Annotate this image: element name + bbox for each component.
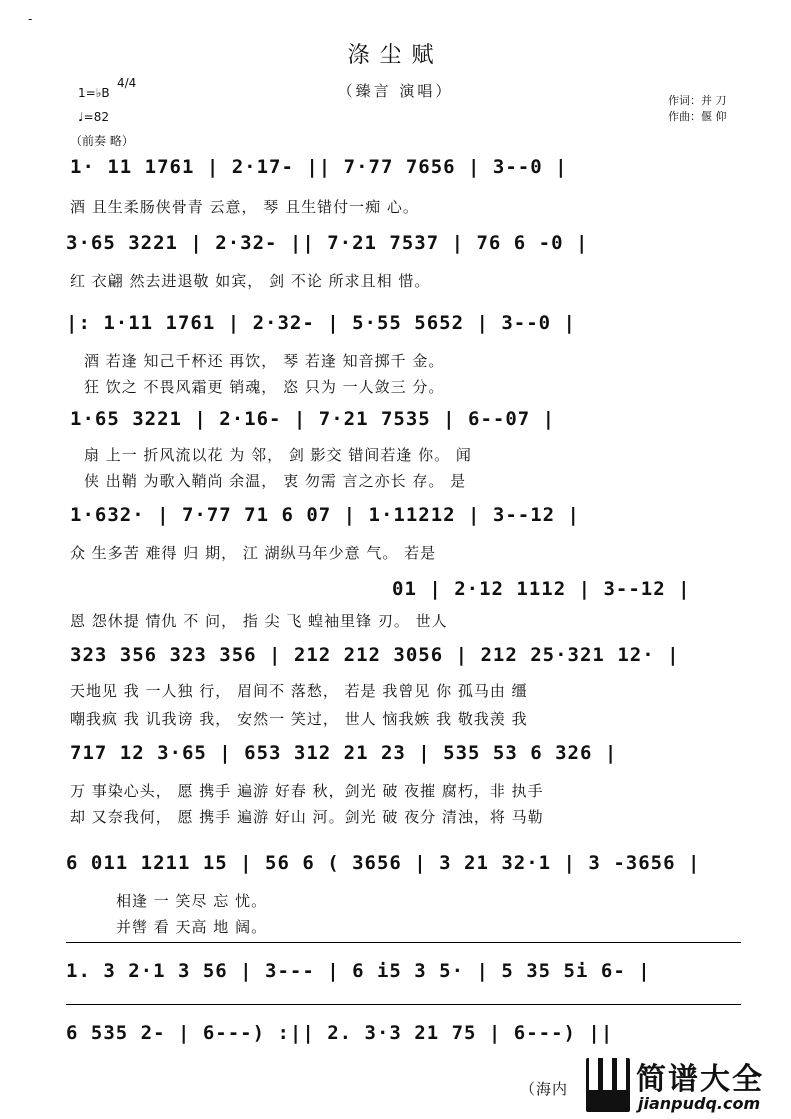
score-row-3-lyrics-verse2: 狂 饮之 不畏风霜更 销魂， 恣 只为 一人敛三 分。 [84, 378, 445, 396]
key-signature: 1=♭B [78, 86, 110, 100]
prelude-note: （前奏 略） [70, 134, 134, 148]
watermark-url: jianpudq.com [638, 1094, 761, 1113]
score-row-5-notes: 1·632· | 7·77 71 6 07 | 1·11212 | 3--12 | [70, 504, 580, 526]
composer-credit: 作曲：偃 仰 [668, 110, 727, 123]
score-row-8-lyrics-verse2: 却 又奈我何， 愿 携手 遍游 好山 河。剑光 破 夜分 清浊，将 马勒 [70, 808, 544, 826]
score-row-2-lyrics: 红 衣翩 然去进退敬 如宾， 剑 不论 所求且相 惜。 [70, 272, 431, 290]
score-row-7-lyrics-verse2: 嘲我疯 我 讥我谤 我， 安然一 笑过， 世人 恼我嫉 我 敬我羡 我 [70, 710, 528, 728]
volta-line-1 [66, 942, 741, 943]
lyricist-credit: 作词：并 刀 [668, 94, 727, 107]
score-row-4-lyrics-verse1: 扇 上一 折风流以花 为 邻， 剑 影交 错间若逢 你。 闻 [84, 446, 472, 464]
score-row-1-notes: 1· 11 1761 | 2·17- || 7·77 7656 | 3--0 | [70, 156, 568, 178]
volta-line-2 [66, 1004, 741, 1005]
score-row-4-lyrics-verse2: 侠 出鞘 为歌入鞘尚 余温， 衷 勿需 言之亦长 存。 是 [84, 472, 467, 490]
score-row-2-notes: 3·65 3221 | 2·32- || 7·21 7537 | 76 6 -0 | [66, 232, 589, 254]
score-row-11-notes: 6 535 2- | 6---) :|| 2. 3·3 21 75 | 6---) || [66, 1022, 614, 1044]
score-row-6-notes: 01 | 2·12 1112 | 3--12 | [392, 578, 691, 600]
piano-keys-icon [586, 1058, 630, 1112]
score-row-5-lyrics: 众 生多苦 难得 归 期， 江 湖纵马年少意 气。 若是 [70, 544, 437, 562]
score-row-9-lyrics-verse2: 并辔 看 天高 地 阔。 [116, 918, 268, 936]
watermark-brand: 简谱大全 [636, 1062, 764, 1097]
score-row-10-notes: 1. 3 2·1 3 56 | 3--- | 6 i5 3 5· | 5 35 5i 6- | [66, 960, 651, 982]
song-title: 涤尘赋 [347, 43, 444, 68]
score-row-7-lyrics-verse1: 天地见 我 一人独 行， 眉间不 落愁， 若是 我曾见 你 孤马由 缰 [70, 682, 528, 700]
score-row-7-notes: 323 356 323 356 | 212 212 3056 | 212 25·321 12· | [70, 644, 680, 666]
score-row-8-lyrics-verse1: 万 事染心头， 愿 携手 遍游 好春 秋，剑光 破 夜摧 腐朽，非 执手 [70, 782, 544, 800]
score-row-9-lyrics-verse1: 相逢 一 笑尽 忘 忧。 [116, 892, 268, 910]
score-row-6-lyrics: 恩 怨休提 情仇 不 问， 指 尖 飞 蝗袖里锋 刃。 世人 [70, 612, 448, 630]
time-signature: 4/4 [117, 76, 137, 90]
score-row-3-lyrics-verse1: 酒 若逢 知己千杯还 再饮， 琴 若逢 知音掷千 金。 [84, 352, 445, 370]
score-row-3-notes: |: 1·11 1761 | 2·32- | 5·55 5652 | 3--0 | [66, 312, 576, 334]
score-row-8-notes: 717 12 3·65 | 653 312 21 23 | 535 53 6 326 | [70, 742, 618, 764]
tempo-marking: ♩=82 [78, 110, 109, 124]
score-row-4-notes: 1·65 3221 | 2·16- | 7·21 7535 | 6--07 | [70, 408, 556, 430]
score-row-9-notes: 6 011 1211 15 | 56 6 ( 3656 | 3 21 32·1 | 3 -3656 | [66, 852, 701, 874]
watermark-logo [578, 1052, 791, 1119]
score-row-1-lyrics: 酒 且生柔肠侠骨青 云意， 琴 且生错付一痴 心。 [70, 198, 419, 216]
source-note: （海内 [520, 1080, 569, 1098]
corner-mark: - [28, 12, 33, 26]
song-subtitle: （臻言 演唱） [337, 82, 454, 100]
